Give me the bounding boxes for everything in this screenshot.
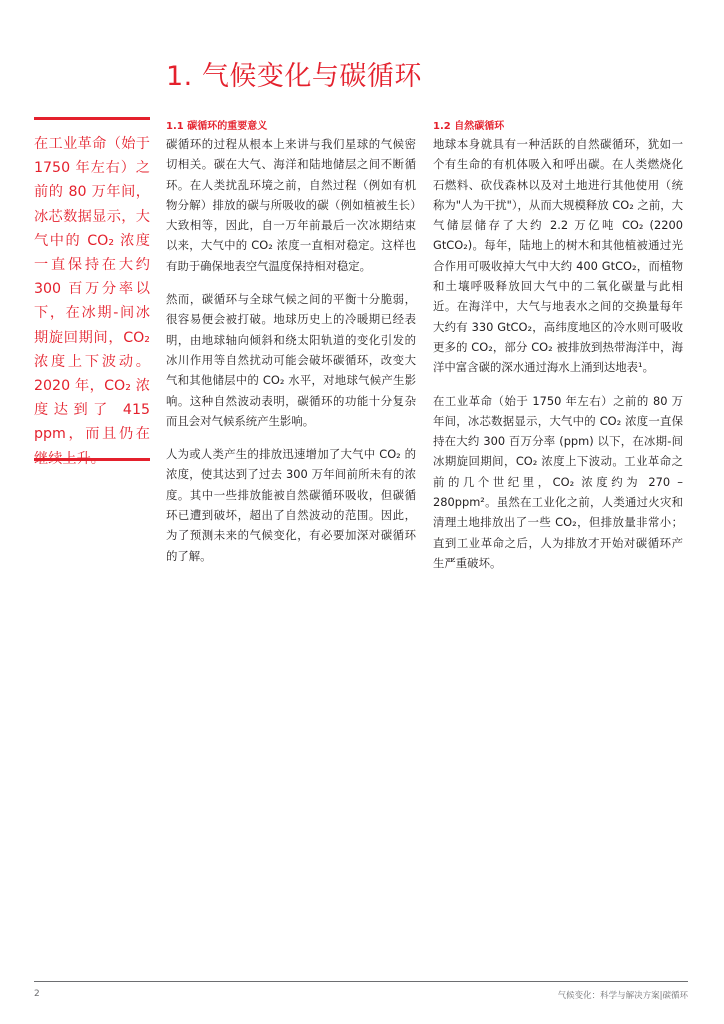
column-section-1-1 [166,117,416,579]
section-1-2-paragraph-1: 地球本身就具有一种活跃的自然碳循环，犹如一个有生命的有机体吸入和呼出碳。在人类燃烧化石燃料、砍伐森林以及对土地进行其他使用（统称为"人为干扰"），从而大规模释放 CO₂ 之前，大气储层储存了大约 2.2 万亿吨 CO₂ (2200 GtCO₂)。每年，陆地上的树木和其他植被通过光合作用可吸收掉大气中大约 400 GtCO₂，而植物和土壤呼吸释放回大气中的二氧化碳量与此相近。在海洋中，大气与地表水之间的交换量每年大约有 330 GtCO₂，高纬度地区的冷水则可吸收更多的 CO₂，部分 CO₂ 被排放到热带海洋中，海洋中富含碳的深水通过海水上涌到达地表¹。 [433,137,683,375]
pull-quote: 在工业革命（始于 1750 年左右）之前的 80 万年间，冰芯数据显示，大气中的 CO₂ 浓度一直保持在大约 300 百万分率以下，在冰期-间冰期旋回期间，CO₂ 浓度上下波动。2020 年，CO₂ 浓度达到了 415 ppm，而且仍在 [34,136,150,443]
column-section-1-2 [433,117,683,586]
footer-rule [34,981,688,982]
pull-quote-bottom-rule [34,458,150,461]
footer-running-title: 气候变化：科学与解决方案|碳循环 [557,991,688,1001]
page-number: 2 [34,989,40,999]
pull-quote-top-rule [34,117,150,120]
section-heading-1-2: 1.2 自然碳循环 [433,121,505,132]
section-heading-1-1: 1.1 碳循环的重要意义 [166,121,268,132]
page-title: 1. 气候变化与碳循环 [166,61,422,92]
section-1-1-paragraph-1: 碳循环的过程从根本上来讲与我们星球的气候密切相关。碳在大气、海洋和陆地储层之间不断循环。在人类扰乱环境之前，自然过程（例如有机物分解）排放的碳与所吸收的碳（例如植被生长）大致相等，因此，自一万年前最后一次冰期结束以来，大气中的 CO₂ 浓度一直相对稳定。这样也有助于确保地表空气温度保持相对稳定。 [166,137,416,273]
section-1-1-paragraph-2: 然而，碳循环与全球气候之间的平衡十分脆弱，很容易便会被打破。地球历史上的冷暖期已经表明，由地球轴向倾斜和绕太阳轨道的变化引发的冰川作用等自然扰动可能会破坏碳循环，改变大气和其他储层中的 CO₂ 水平，对地球气候产生影响。这种自然波动表明，碳循环的功能十分复杂而且会对气候系统产生影响。 [166,292,416,428]
section-1-1-paragraph-3: 人为或人类产生的排放迅速增加了大气中 CO₂ 的浓度，使其达到了过去 300 万年间前所未有的浓度。其中一些排放能被自然碳循环吸收，但碳循环已遭到破坏，超出了自然波动的范围。因此，为了预测未来的气候变化，有必要加深对碳循环的了解。 [166,447,416,563]
section-1-2-paragraph-2: 在工业革命（始于 1750 年左右）之前的 80 万年间，冰芯数据显示，大气中的 CO₂ 浓度一直保持在大约 300 百万分率 (ppm) 以下，在冰期-间冰期旋回期间，CO₂ 浓度上下波动。工业革命之前的几个世纪里，CO₂ 浓度约为 270 – 280ppm²。虽然在工业化之前，人类通过火灾和清理土地排放出了一些 CO₂，但排放量非常小；直到工业革命之后，人为排放才开始对碳循环产生严重破坏。 [433,393,683,570]
